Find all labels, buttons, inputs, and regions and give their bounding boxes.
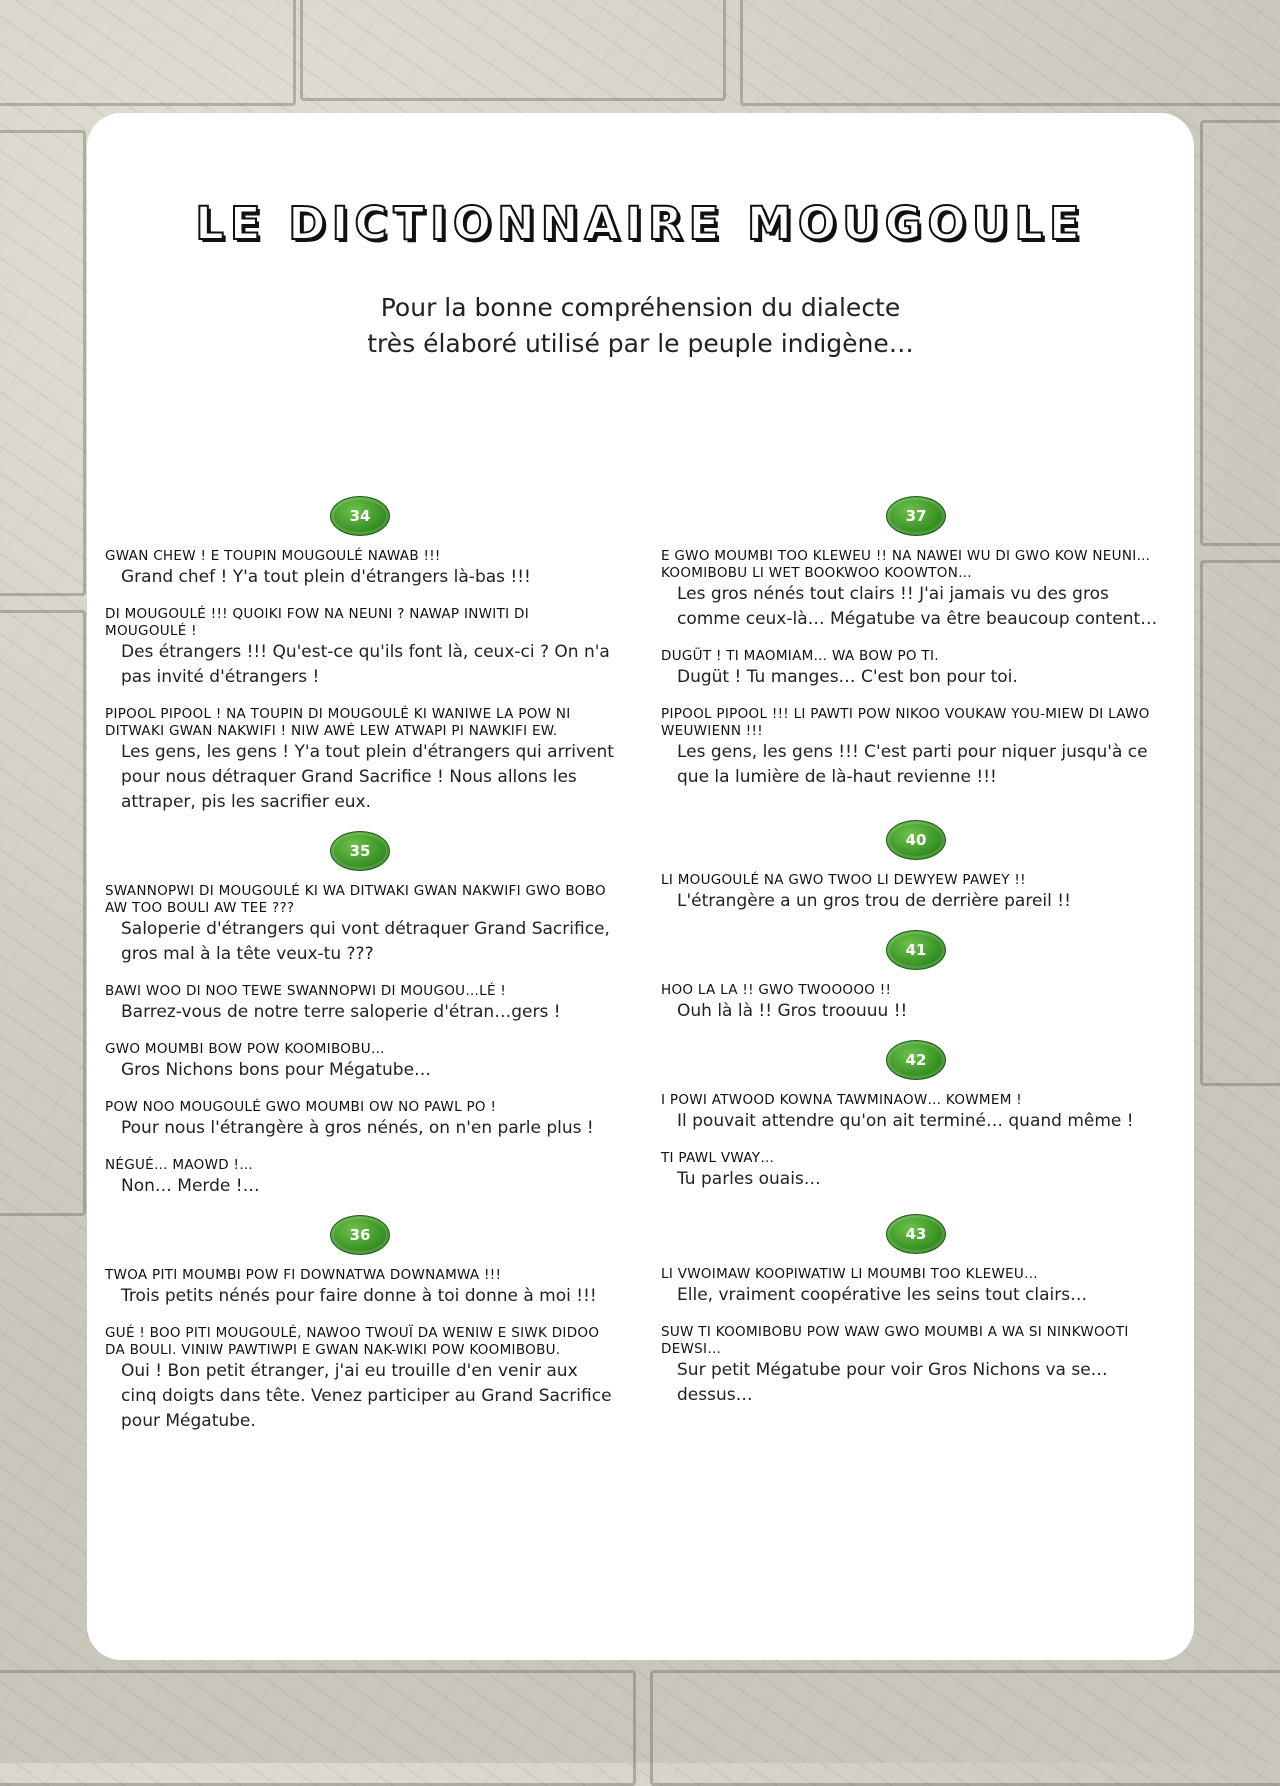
background-sketch-panel: [300, 0, 726, 101]
french-translation: Dugüt ! Tu manges… C'est bon pour toi.: [677, 667, 1018, 687]
mougoule-phrase: LI VWOIMAW KOOPIWATIW LI MOUMBI TOO KLEWEU…: [661, 1266, 1038, 1282]
mougoule-phrase: GUÉ ! BOO PITI MOUGOULÉ, NAWOO TWOUÏ DA WENIW E SIWK DIDOO DA BOULI. VINIW PAWTIWPI E GWAN NAK-WIKI POW KOOMIBOBU.: [105, 1325, 600, 1358]
french-translation: Pour nous l'étrangère à gros nénés, on n'en parle plus !: [121, 1118, 594, 1138]
french-translation: Saloperie d'étrangers qui vont détraquer Grand Sacrifice, gros mal à la tête veux-tu ???: [121, 919, 610, 964]
page-badge: 43: [886, 1214, 946, 1254]
page-badge: 37: [886, 496, 946, 536]
right-column: [661, 496, 1171, 1424]
french-translation: Ouh là là !! Gros troouuu !!: [677, 1001, 908, 1021]
mougoule-phrase: DI MOUGOULÉ !!! QUOIKI FOW NA NEUNI ? NAWAP INWITI DI MOUGOULÉ !: [105, 606, 529, 639]
french-translation: Les gens, les gens !!! C'est parti pour niquer jusqu'à ce que la lumière de là-haut revienne !!!: [677, 742, 1148, 787]
background-sketch-panel: [1200, 120, 1280, 546]
french-translation: Gros Nichons bons pour Mégatube…: [121, 1060, 432, 1080]
mougoule-phrase: TWOA PITI MOUMBI POW FI DOWNATWA DOWNAMWA !!!: [105, 1267, 502, 1283]
page-badge: 36: [330, 1215, 390, 1255]
mougoule-phrase: HOO LA LA !! GWO TWOOOOO !!: [661, 982, 892, 998]
french-translation: Des étrangers !!! Qu'est-ce qu'ils font là, ceux-ci ? On n'a pas invité d'étrangers !: [121, 642, 610, 687]
french-translation: Il pouvait attendre qu'on ait terminé… quand même !: [677, 1111, 1134, 1131]
french-translation: Barrez-vous de notre terre saloperie d'étran…gers !: [121, 1002, 561, 1022]
subtitle-line: Pour la bonne compréhension du dialecte: [380, 293, 901, 322]
page-badge: 42: [886, 1040, 946, 1080]
page-badge: 35: [330, 831, 390, 871]
mougoule-phrase: TI PAWL VWAY…: [661, 1150, 775, 1166]
mougoule-phrase: PIPOOL PIPOOL ! NA TOUPIN DI MOUGOULÉ KI WANIWE LA POW NI DITWAKI GWAN NAKWIFI ! NIW AWÉ LEW ATWAPI PI NAWKIFI EW.: [105, 706, 571, 739]
background-sketch-panel: [740, 0, 1280, 106]
background-sketch-panel: [0, 610, 86, 1216]
mougoule-phrase: GWO MOUMBI BOW POW KOOMIBOBU…: [105, 1041, 385, 1057]
french-translation: Les gens, les gens ! Y'a tout plein d'étrangers qui arrivent pour nous détraquer Grand Sacrifice ! Nous allons les attraper, pis les sacrifier eux.: [121, 742, 614, 812]
french-translation: L'étrangère a un gros trou de derrière pareil !!: [677, 891, 1071, 911]
french-translation: Trois petits nénés pour faire donne à toi donne à moi !!!: [121, 1286, 597, 1306]
page-badge: 41: [886, 930, 946, 970]
mougoule-phrase: PIPOOL PIPOOL !!! LI PAWTI POW NIKOO VOUKAW YOU-MIEW DI LAWO WEUWIENN !!!: [661, 706, 1150, 739]
page-badge: 40: [886, 820, 946, 860]
mougoule-phrase: BAWI WOO DI NOO TEWE SWANNOPWI DI MOUGOU…LÉ !: [105, 983, 507, 999]
french-translation: Oui ! Bon petit étranger, j'ai eu trouille d'en venir aux cinq doigts dans tête. Venez participer au Grand Sacrifice pour Mégatube.: [121, 1361, 612, 1431]
background-sketch-panel: [0, 130, 86, 596]
french-translation: Sur petit Mégatube pour voir Gros Nichons va se… dessus…: [677, 1360, 1108, 1405]
background-sketch-panel: [0, 1670, 636, 1786]
background-sketch-panel: [1200, 560, 1280, 1086]
mougoule-phrase: E GWO MOUMBI TOO KLEWEU !! NA NAWEI WU DI GWO KOW NEUNI… KOOMIBOBU LI WET BOOKWOO KOOWTON…: [661, 548, 1151, 581]
mougoule-phrase: POW NOO MOUGOULÉ GWO MOUMBI OW NO PAWL PO !: [105, 1099, 497, 1115]
mougoule-phrase: DUGÜT ! TI MAOMIAM… WA BOW PO TI.: [661, 648, 939, 664]
subtitle-line: très élaboré utilisé par le peuple indigène…: [367, 329, 914, 358]
page-subtitle: [87, 290, 1194, 362]
background-sketch-panel: [0, 0, 296, 106]
french-translation: Non… Merde !…: [121, 1176, 260, 1196]
page-title: LE DICTIONNAIRE MOUGOULE: [195, 197, 1086, 250]
mougoule-phrase: LI MOUGOULÉ NA GWO TWOO LI DEWYEW PAWEY !!: [661, 872, 1026, 888]
french-translation: Elle, vraiment coopérative les seins tout clairs…: [677, 1285, 1088, 1305]
mougoule-phrase: SWANNOPWI DI MOUGOULÉ KI WA DITWAKI GWAN NAKWIFI GWO BOBO AW TOO BOULI AW TEE ???: [105, 883, 606, 916]
french-translation: Tu parles ouais…: [677, 1169, 821, 1189]
mougoule-phrase: GWAN CHEW ! E TOUPIN MOUGOULÉ NAWAB !!!: [105, 548, 441, 564]
left-column: [105, 496, 615, 1450]
dictionary-card: [87, 113, 1194, 1660]
french-translation: Grand chef ! Y'a tout plein d'étrangers là-bas !!!: [121, 567, 531, 587]
mougoule-phrase: NÉGUÉ… MAOWD !…: [105, 1157, 254, 1173]
mougoule-phrase: I POWI ATWOOD KOWNA TAWMINAOW… KOWMEM !: [661, 1092, 1022, 1108]
mougoule-phrase: SUW TI KOOMIBOBU POW WAW GWO MOUMBI A WA SI NINKWOOTI DEWSI…: [661, 1324, 1129, 1357]
french-translation: Les gros nénés tout clairs !! J'ai jamais vu des gros comme ceux-là… Mégatube va être beaucoup content…: [677, 584, 1158, 629]
page-badge: 34: [330, 496, 390, 536]
background-sketch-panel: [650, 1670, 1280, 1786]
